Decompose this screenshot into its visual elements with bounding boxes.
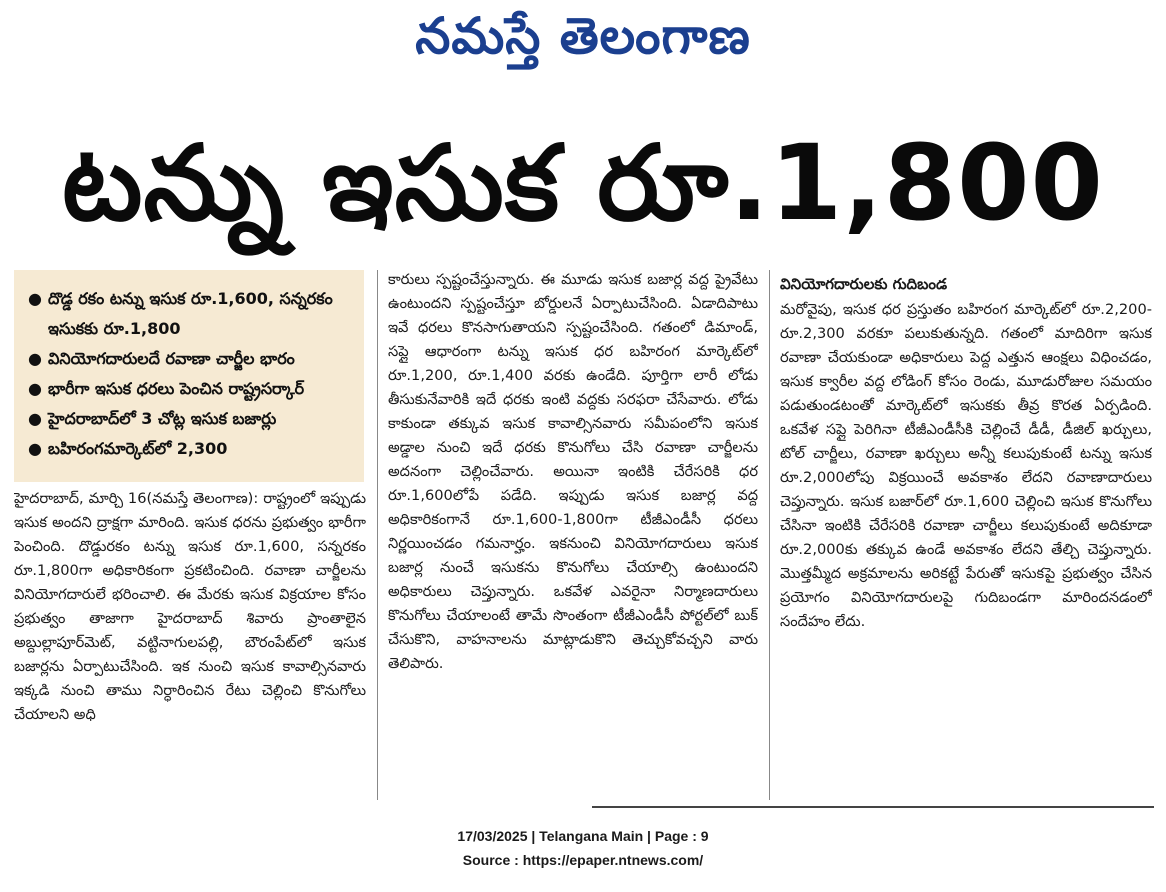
column-3-subheading: వినియోగదారులకు గుదిబండ xyxy=(780,275,948,293)
footer-source: Source : https://epaper.ntnews.com/ xyxy=(462,852,704,868)
column-divider xyxy=(769,270,770,800)
bullet-icon: ● xyxy=(28,379,42,398)
highlight-item xyxy=(28,284,356,344)
bullet-icon: ● xyxy=(28,409,42,428)
bullet-icon: ● xyxy=(28,349,42,368)
bullet-icon: ● xyxy=(28,439,42,458)
highlight-text: వినియోగదారులదే రవాణా చార్జీల భారం xyxy=(48,349,295,368)
bullet-icon: ● xyxy=(28,289,42,308)
highlight-item xyxy=(28,374,356,404)
column-divider xyxy=(377,270,378,800)
highlight-text: భారీగా ఇసుక ధరలు పెంచిన రాష్ట్రసర్కార్ xyxy=(48,379,305,398)
highlight-text: బహిరంగమార్కెట్‌లో 2,300 xyxy=(48,439,228,458)
highlight-item xyxy=(28,434,356,464)
highlight-item xyxy=(28,404,356,434)
article-headline: టన్ను ఇసుక రూ.1,800 xyxy=(62,122,1104,244)
highlight-text: దొడ్డ రకం టన్ను ఇసుక రూ.1,600, సన్నరకం ఇసుకకు రూ.1,800 xyxy=(48,289,333,338)
newspaper-masthead: నమస్తే తెలంగాణ xyxy=(415,6,751,65)
bottom-rule xyxy=(592,806,1154,808)
column-3-text: మరోవైపు, ఇసుక ధర ప్రస్తుతం బహిరంగ మార్కెట్‌లో రూ.2,200-రూ.2,300 వరకూ పలుకుతున్నది. గతంలో మాదిరిగా ఇసుక రవాణా చేయకుండా అధికారులు పెద్ద ఎత్తున ఆంక్షలు విధించడం, ఇసుక క్వారీల వద్ద లోడింగ్ కోసం రెండు, మూడురోజుల సమయం పడుతుండటంతో మార్కెట్‌లో ఇసుకకు తీవ్ర కొరత ఏర్పడింది. ఒకవేళ సప్లై పెరిగినా టీజీఎండీసీకి చెల్లించే డీడీ, డీజిల్ ఖర్చులు, టోల్ చార్జీలు, రవాణా ఖర్చులు అన్నీ కలుపుకుంటే టన్ను ఇసుక రూ.2,000లోపు విక్రయించే అవకాశం లేదని రవాణాదారులు చెప్తున్నారు. ఇసుక బజార్‌లో రూ.1,600 చెల్లించి ఇసుక కొనుగోలు చేసినా ఇంటికి చేరేసరికి రవాణా చార్జీలు కలుపుకుంటే అదికూడా రూ.2,000కు తక్కువ ఉండే అవకాశం లేదని తేల్చి చెప్తున్నారు. మొత్తమ్మీద అక్రమాలను అరికట్టే పేరుతో ఇసుకపై ప్రభుత్వం చేసిన ప్రయోగం వినియోగదారులపై గుదిబండగా మారిందనడంలో సందేహం లేదు. xyxy=(780,301,1152,630)
footer-date-page: 17/03/2025 | Telangana Main | Page : 9 xyxy=(457,828,709,844)
article-column-1 xyxy=(14,487,366,807)
highlight-item xyxy=(28,344,356,374)
column-1-text: హైదరాబాద్, మార్చి 16(నమస్తే తెలంగాణ): రాష్ట్రంలో ఇప్పుడు ఇసుక అందని ద్రాక్షగా మారింది. ఇసుక ధరను ప్రభుత్వం భారీగా పెంచింది. దొడ్డురకం టన్ను ఇసుక రూ.1,600, సన్నరకం రూ.1,800గా అధికారికంగా ప్రకటించింది. రవాణా చార్జీలను వినియోగదారులే భరించాలి. ఈ మేరకు ఇసుక విక్రయాల కోసం ప్రభుత్వం తాజాగా హైదరాబాద్ శివారు ప్రాంతాలైన అబ్దుల్లాపూర్‌మెట్, వట్టినాగులపల్లి, బౌరంపేట్‌లో ఇసుక బజార్లను ఏర్పాటుచేసింది. ఇక నుంచి ఇసుక కావాల్సినవారు ఇక్కడి నుంచి తాము నిర్ధారించిన రేటు చెల్లించి కొనుగోలు చేయాలని అధి xyxy=(14,490,366,723)
article-column-3 xyxy=(780,272,1152,804)
column-2-text: కారులు స్పష్టంచేస్తున్నారు. ఈ మూడు ఇసుక బజార్ల వద్ద ప్రైవేటు ఉంటుందని స్పష్టంచేస్తూ బోర్డులనే ఏర్పాటుచేసింది. ఏడాదిపాటు ఇవే ధరలు కొనసాగుతాయని స్పష్టంచేసింది. గతంలో డిమాండ్, సప్లై ఆధారంగా టన్ను ఇసుక ధర బహిరంగ మార్కెట్‌లో రూ.1,200, రూ.1,400 వరకు ఉండేది. పూర్తిగా లారీ లోడు తీసుకునేవారికి ఇదే ధరకు ఇంటి వద్దకు సరఫరా చేసేవారు. లోడు కాకుండా తక్కువ ఇసుక కావాల్సినవారు సమీపంలోని ఇసుక అడ్డాల నుంచి ఇదే ధరకు కొనుగోలు చేసి రవాణా చార్జీలను అదనంగా చెల్లించేవారు. అయినా ఇంటికి చేరేసరికి ధర రూ.1,600లోపే పడేది. ఇప్పుడు ఇసుక బజార్ల వద్ద అధికారికంగానే రూ.1,600-1,800గా టీజీఎండీసీ ధరలు నిర్ణయించడం గమనార్హం. ఇకనుంచి వినియోగదారులు ఇసుక బజార్ల నుంచే ఇసుకను కొనుగోలు చేయాల్సి ఉంటుందని అధికారులు చెప్తున్నారు. ఒకవేళ ఎవరైనా నిర్మాణదారులు కొనుగోలు చేయాలంటే తామే సొంతంగా టీజీఎండీసీ పోర్టల్‌లో బుక్ చేసుకొని, వాహనాలను మాట్లాడుకొని తెచ్చుకోవచ్చని వారు తెలిపారు. xyxy=(388,271,758,672)
highlights-box xyxy=(14,270,364,482)
highlight-text: హైదరాబాద్‌లో 3 చోట్ల ఇసుక బజార్లు xyxy=(48,409,277,428)
article-column-2 xyxy=(388,268,758,798)
